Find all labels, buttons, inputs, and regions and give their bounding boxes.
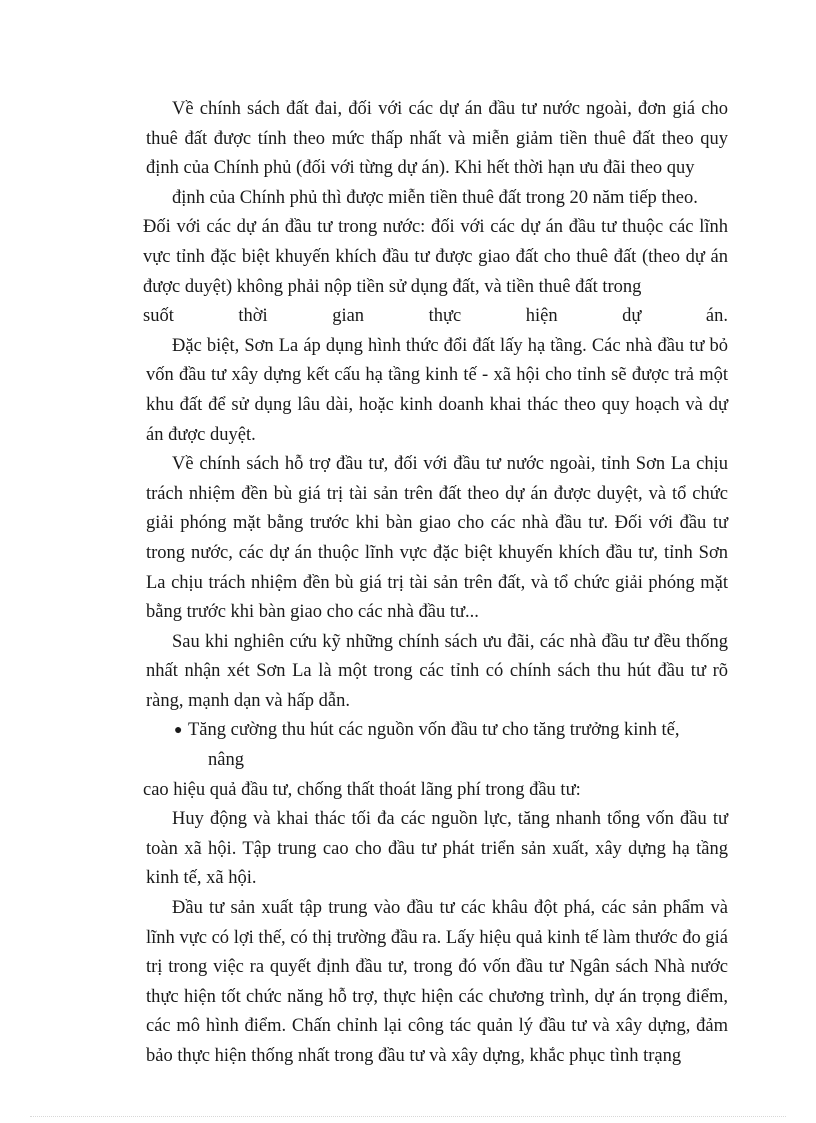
paragraph-investment-support: Về chính sách hỗ trợ đầu tư, đối với đầu tư nước ngoài, tỉnh Sơn La chịu trách nhiệm đền bù giá trị tài sản trên đất theo dự án được duyệt, và tổ chức giải phóng mặt bằng trước khi bàn giao cho các nhà đầu tư. Đối với đầu tư trong nước, các dự án thuộc lĩnh vực đặc biệt khuyến khích đầu tư, tỉnh Sơn La chịu trách nhiệm đền bù giá trị tài sản trên đất, và tổ chức giải phóng mặt bằng trước khi bàn giao cho các nhà đầu tư...	[146, 454, 728, 623]
paragraph-land-for-infrastructure: Đặc biệt, Sơn La áp dụng hình thức đổi đất lấy hạ tầng. Các nhà đầu tư bỏ vốn đầu tư xây dựng kết cấu hạ tầng kinh tế - xã hội cho tỉnh sẽ được trả một khu đất để sử dụng lâu dài, hoặc kinh doanh khai thác theo quy hoạch và dự án được duyệt.	[146, 335, 728, 445]
paragraph-land-policy: Về chính sách đất đai, đối với các dự án đầu tư nước ngoài, đơn giá cho thuê đất được tính theo mức thấp nhất và miễn giảm tiền thuê đất theo quy định của Chính phủ (đối với từng dự án). Khi hết thời hạn ưu đãi theo quy	[146, 99, 728, 179]
bullet-text: Tăng cường thu hút các nguồn vốn đầu tư cho tăng trưởng kinh tế,	[188, 720, 680, 741]
bullet-text-end: cao hiệu quả đầu tư, chống thất thoát lãng phí trong đầu tư:	[143, 779, 581, 800]
paragraph-investor-assessment: Sau khi nghiên cứu kỹ những chính sách ưu đãi, các nhà đầu tư đều thống nhất nhận xét Sơn La là một trong các tỉnh có chính sách thu hút đầu tư rõ ràng, mạnh dạn và hấp dẫn.	[146, 631, 728, 711]
page-bottom-divider	[30, 1116, 786, 1117]
body-text	[143, 95, 728, 1072]
paragraph-domestic-projects-cont: suốt thời gian thực hiện dự án.	[143, 306, 728, 327]
bullet-item	[172, 716, 728, 746]
paragraph-domestic-projects: Đối với các dự án đầu tư trong nước: đối với các dự án đầu tư thuộc các lĩnh vực tỉnh đặc biệt khuyến khích đầu tư được giao đất cho thuê đất (theo dự án được duyệt) không phải nộp tiền sử dụng đất, và tiền thuê đất trong	[143, 217, 728, 297]
paragraph-production-investment: Đầu tư sản xuất tập trung vào đầu tư các khâu đột phá, các sản phẩm và lĩnh vực có lợi thế, có thị trường đầu ra. Lấy hiệu quả kinh tế làm thước đo giá trị trong việc ra quyết định đầu tư, trong đó vốn đầu tư Ngân sách Nhà nước thực hiện tốt chức năng hỗ trợ, thực hiện các chương trình, dự án trọng điểm, các mô hình điểm. Chấn chỉnh lại công tác quản lý đầu tư và xây dựng, đảm bảo thực hiện thống nhất trong đầu tư và xây dựng, khắc phục tình trạng	[146, 898, 728, 1066]
bullet-text-cont: nâng	[208, 750, 244, 771]
bullet-icon: ●	[174, 723, 183, 739]
paragraph-mobilize-resources: Huy động và khai thác tối đa các nguồn lực, tăng nhanh tổng vốn đầu tư toàn xã hội. Tập trung cao cho đầu tư phát triển sản xuất, xây dựng hạ tầng kinh tế, xã hội.	[146, 809, 728, 889]
paragraph-land-policy-cont: định của Chính phủ thì được miễn tiền thuê đất trong 20 năm tiếp theo.	[172, 187, 698, 208]
